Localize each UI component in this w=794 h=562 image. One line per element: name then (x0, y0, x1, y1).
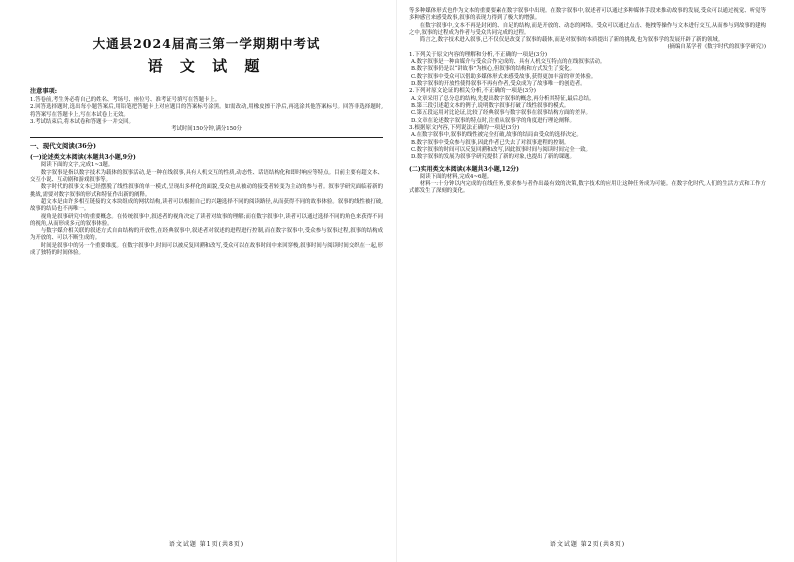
reading-intro: 阅读下面的文字,完成1~3题。 (40, 162, 114, 169)
option: C.第五段运用对比论证,比较了经典叙事与数字叙事在叙事结构方面的差异。 (411, 110, 591, 117)
option: D.文章在论述数字叙事的特点时,注重从叙事学的角度进行理论阐释。 (411, 117, 575, 124)
passage-source: (摘编自某学者《数字时代的叙事学研究》) (667, 44, 766, 51)
option: A.在数字叙事中,叙事的线性被完全打破,故事的结局由受众的选择决定。 (411, 132, 582, 139)
note-item: 1.答卷前,考生务必将自己的姓名、考场号、座位号、准考证号填写在答题卡上。 (30, 97, 221, 103)
passage-paragraph: 与数字媒介相关联的叙述方式自由结构的开放性,在经典叙事中,叙述者对叙述的进程进行控制,而在数字叙事中,受众参与叙事过程,叙事的结构成为开放的、可以不断生成的。 (30, 228, 383, 242)
note-item: 2.回答选择题时,选出每小题答案后,用铅笔把答题卡上对应题目的答案标号涂黑。如需改动,用橡皮擦干净后,再选涂其他答案标号。回答非选择题时,将答案写在答题卡上,写在本试卷上无效。 (30, 104, 383, 118)
passage-paragraph: 数字叙事是指以数字技术为载体的叙事活动,是一种在线叙事,具有人机交互的性质,动态性、话语结构化和即时响应等特点。目前主要有超文本、交互小说、互动剧和游戏叙事等。 (30, 169, 383, 184)
page-footer: 语文试题 第2页(共8页) (549, 541, 626, 548)
option: C.数字叙事的时间可以反复回溯和改写,因此叙事时间与阅读时间完全一致。 (411, 146, 591, 153)
option: D.数字叙事的发展为叙事学研究提供了新的对象,也提出了新的课题。 (411, 154, 575, 161)
note-item: 3.考试结束后,将本试卷和答题卡一并交回。 (30, 118, 134, 125)
part-title: (一)论述类文本阅读(本题共3小题,9分) (30, 154, 136, 162)
question: 2.下列对原文论证的相关分析,不正确的一项是(3分) (409, 88, 536, 95)
reading-intro: 阅读下面的材料,完成4~6题。 (419, 173, 493, 180)
passage-paragraph: 视角是叙事研究中的重要概念。在传统叙事中,叙述者的视角决定了读者对故事的理解;而在数字叙事中,读者可以通过选择不同的角色来获得不同的视角,从而形成多元的叙事体验。 (30, 213, 383, 227)
passage-paragraph: 时间是叙事中的另一个重要维度。在数字叙事中,时间可以被反复回溯和改写,受众可以在故事时间中来回穿梭,叙事时间与阅读时间交织在一起,形成了独特的时间体验。 (30, 242, 383, 257)
question: 3.根据原文内容,下列说法正确的一项是(3分) (409, 124, 520, 131)
passage-paragraph: 等多种媒体形式也作为文本的重要要素在数字叙事中出现。在数字叙事中,叙述者可以通过多种媒体手段来推动故事的发展,受众可以通过视觉、听觉等多种感官来感受故事,叙事的表现力得到了极大的增强。 (409, 8, 766, 22)
exam-time: 考试时间150分钟,满分150分 (171, 126, 242, 133)
option: B.数字叙事中受众参与叙事,因此作者已失去了对叙事进程的控制。 (411, 139, 570, 146)
option: A.文章采用了总分总的结构,先提出数字叙事的概念,再分析其特征,最后总结。 (411, 95, 595, 102)
passage-paragraph: 简言之,数字技术进入叙事,已不仅仅是改变了叙事的载体,而是对叙事的本质提出了新的挑战,也为叙事学的发展开辟了新的领域。 (419, 37, 724, 44)
page-two (397, 0, 794, 562)
option: A.数字叙事是一种由媒介与受众合作完成的、具有人机交互特点的在线叙事活动。 (411, 59, 606, 66)
part-title: (二)实用类文本阅读(本题共3小题,12分) (409, 165, 519, 173)
passage-paragraph: 数字时代的叙事文本已经摆脱了线性叙事的单一模式,呈现出多样化的面貌,受众也从被动的接受者转变为主动的参与者。叙事学研究面临着新的挑战,需要对数字叙事的形式和特征作出新的阐释。 (30, 184, 383, 198)
divider (30, 137, 383, 138)
option: D.数字叙事的开放性使得叙事不再有作者,受众成为了故事唯一的创造者。 (411, 81, 586, 88)
passage-paragraph: 超文本是由许多相互链接的文本块组成的网状结构,读者可以根据自己的兴趣选择不同的阅读路径,从而获得不同的故事体验。叙事的线性被打破,故事的结局也不再唯一。 (30, 198, 383, 213)
section-title: 一、现代文阅读(36分) (30, 142, 97, 151)
passage-paragraph: 在数字叙事中,文本不再是封闭的、自足的结构,而是开放的、动态的网络。受众可以通过点击、拖拽等操作与文本进行交互,从而参与到故事的建构之中,叙事的过程成为作者与受众共同完成的过程。 (409, 22, 766, 36)
option: C.数字叙事中受众可以借助多媒体形式来感受故事,获得更加丰富的审美体验。 (411, 73, 597, 80)
option: B.数字叙事仍是以“讲故事”为核心,但叙事的结构和方式发生了变化。 (411, 66, 575, 73)
material-paragraph: 材料一:十分钟以内完成的在线任务,要求参与者作出最有效的决策,数字技术的应用让这种任务成为可能。在数字化时代,人们的生活方式和工作方式都发生了深刻的变化。 (409, 180, 766, 195)
option: B.第三段引述超文本的例子,说明数字叙事打破了线性叙事的模式。 (411, 103, 570, 110)
exam-title: 大通县2024届高三第一学期期中考试 (92, 36, 321, 51)
page-footer: 语文试题 第1页(共8页) (168, 541, 245, 548)
subject-title: 语 文 试 题 (147, 57, 266, 75)
notes-heading: 注意事项: (30, 88, 58, 95)
question: 1.下列关于原文内容的理解和分析,不正确的一项是(3分) (409, 51, 548, 58)
